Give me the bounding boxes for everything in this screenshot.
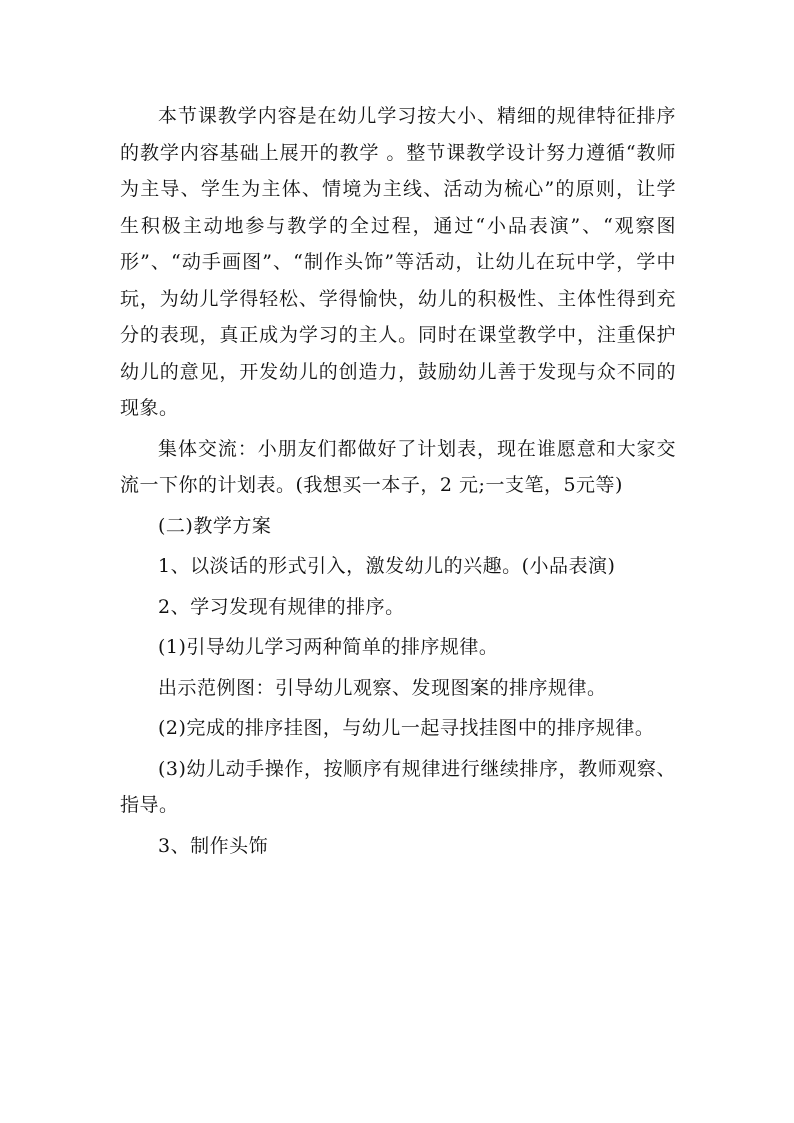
paragraph-example-figure: 出示范例图：引导幼儿观察、发现图案的排序规律。 — [158, 676, 607, 699]
document-body — [120, 98, 676, 864]
paragraph-intro: 本节课教学内容是在幼儿学习按大小、精细的规律特征排序的教学内容基础上展开的教学 。整节课教学设计努力遵循“教师为主导、学生为主体、情境为主线、活动为梳心”的原则，让学生积极主动地参与教学的全过程，通过“小品表演”、“观察图形”、“动手画图”、“制作头饰”等活动，让幼儿在玩中学，学中玩，为幼儿学得轻松、学得愉快，幼儿的积极性、主体性得到充分的表现，真正成为学习的主人。同时在课堂教学中，注重保护幼儿的意见，开发幼儿的创造力，鼓励幼儿善于发现与众不同的现象。 — [120, 105, 676, 419]
list-item-step-1: 1、以淡话的形式引入，激发幼儿的兴趣。(小品表演) — [158, 555, 616, 577]
list-item-substep-1: (1)引导幼儿学习两种简单的排序规律。 — [158, 636, 499, 658]
list-item-substep-2: (2)完成的排序挂图，与幼儿一起寻找挂图中的排序规律。 — [158, 717, 655, 739]
list-item-step-2: 2、学习发现有规律的排序。 — [158, 595, 405, 618]
paragraph-group-exchange: 集体交流：小朋友们都做好了计划表，现在谁愿意和大家交流一下你的计划表。(我想买一本子，2 元;一支笔，5元等) — [120, 437, 676, 496]
section-heading-teaching-plan: (二)教学方案 — [158, 514, 272, 537]
list-item-step-3: 3、制作头饰 — [158, 834, 269, 857]
list-item-substep-3: (3)幼儿动手操作，按顺序有规律进行继续排序，教师观察、指导。 — [120, 757, 676, 816]
